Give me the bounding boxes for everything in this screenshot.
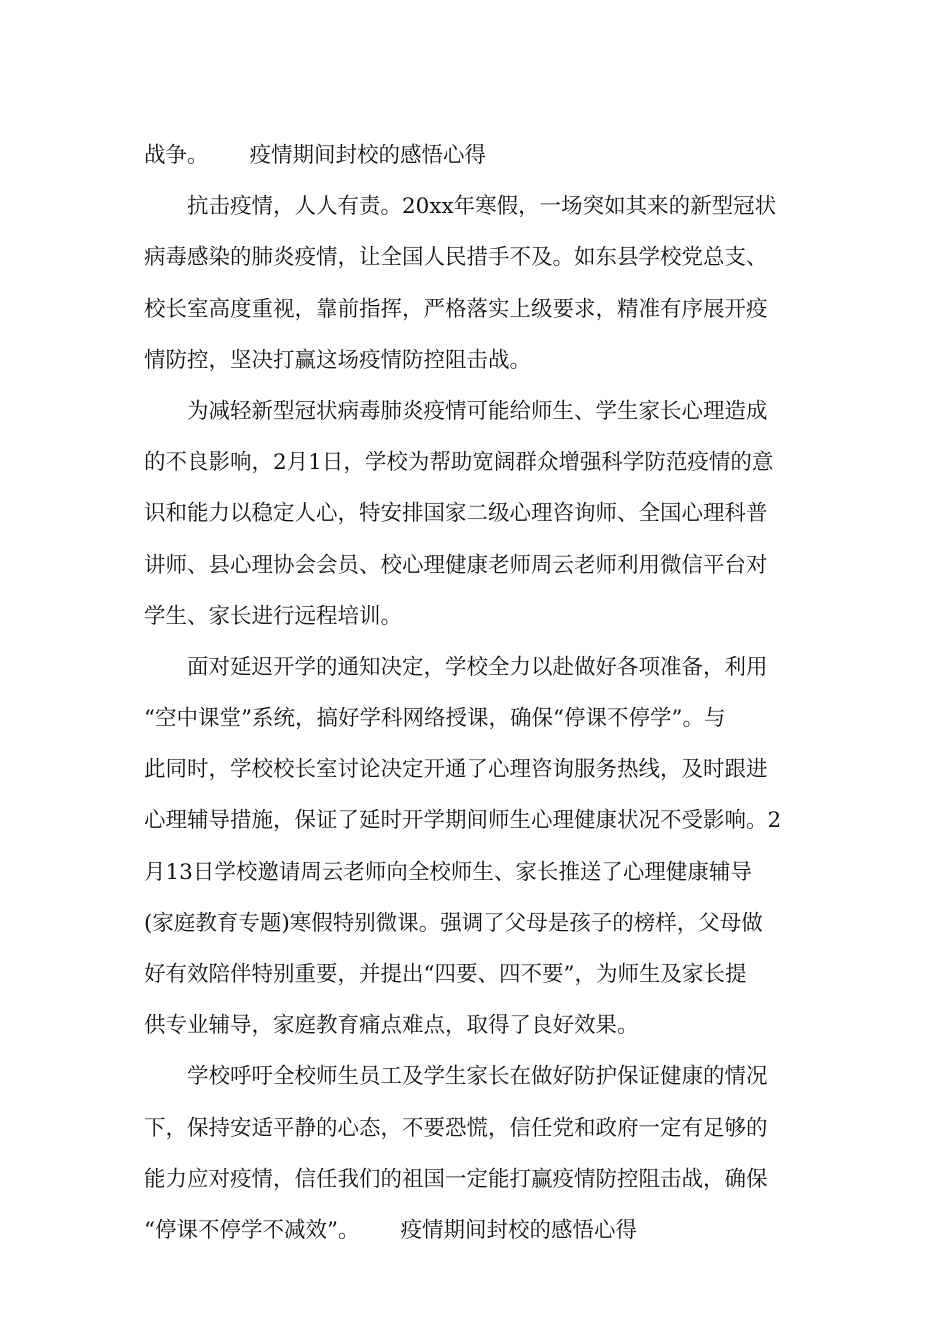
paragraph-first-line: 面对延迟开学的通知决定，学校全力以赴做好各项准备，利用 (187, 654, 768, 680)
text-line: 月13日学校邀请周云老师向全校师生、家长推送了心理健康辅导 (144, 859, 752, 885)
text-line: 下，保持安适平静的心态，不要恐慌，信任党和政府一定有足够的 (144, 1115, 768, 1141)
text-line: 心理辅导措施，保证了延时开学期间师生心理健康状况不受影响。2 (144, 808, 782, 834)
text-line: 识和能力以稳定人心，特安排国家二级心理咨询师、全国心理科普 (144, 501, 768, 527)
text-line: 供专业辅导，家庭教育痛点难点，取得了良好效果。 (144, 1013, 639, 1039)
text-line: 的不良影响，2月1日，学校为帮助宽阔群众增强科学防范疫情的意 (144, 450, 774, 476)
text-line: 好有效陪伴特别重要，并提出“四要、四不要”，为师生及家长提 (144, 962, 747, 987)
text-line: 讲师、县心理协会会员、校心理健康老师周云老师利用微信平台对 (144, 552, 768, 578)
text-line: “停课不停学不减效”。 疫情期间封校的感悟心得 (144, 1217, 637, 1243)
text-line: 战争。 疫情期间封校的感悟心得 (144, 143, 487, 168)
text-line: 病毒感染的肺炎疫情，让全国人民措手不及。如东县学校党总支、 (144, 245, 768, 271)
text-line: “空中课堂”系统，搞好学科网络授课，确保“停课不停学”。与 (144, 706, 726, 732)
text-line: 学生、家长进行远程培训。 (144, 603, 403, 629)
paragraph-first-line: 抗击疫情，人人有责。20xx年寒假，一场突如其来的新型冠状 (187, 194, 777, 220)
text-line: (家庭教育专题)寒假特别微课。强调了父母是孩子的榜样，父母做 (144, 910, 763, 936)
text-line: 此同时，学校校长室讨论决定开通了心理咨询服务热线，及时跟进 (144, 757, 768, 783)
paragraph-first-line: 学校呼吁全校师生员工及学生家长在做好防护保证健康的情况 (187, 1064, 768, 1090)
text-line: 校长室高度重视，靠前指挥，严格落实上级要求，精准有序展开疫 (144, 296, 768, 322)
paragraph-first-line: 为减轻新型冠状病毒肺炎疫情可能给师生、学生家长心理造成 (187, 398, 768, 424)
text-line: 能力应对疫情，信任我们的祖国一定能打赢疫情防控阻击战，确保 (144, 1166, 768, 1192)
text-line: 情防控，坚决打赢这场疫情防控阻击战。 (144, 347, 532, 373)
document-body (144, 130, 808, 1256)
